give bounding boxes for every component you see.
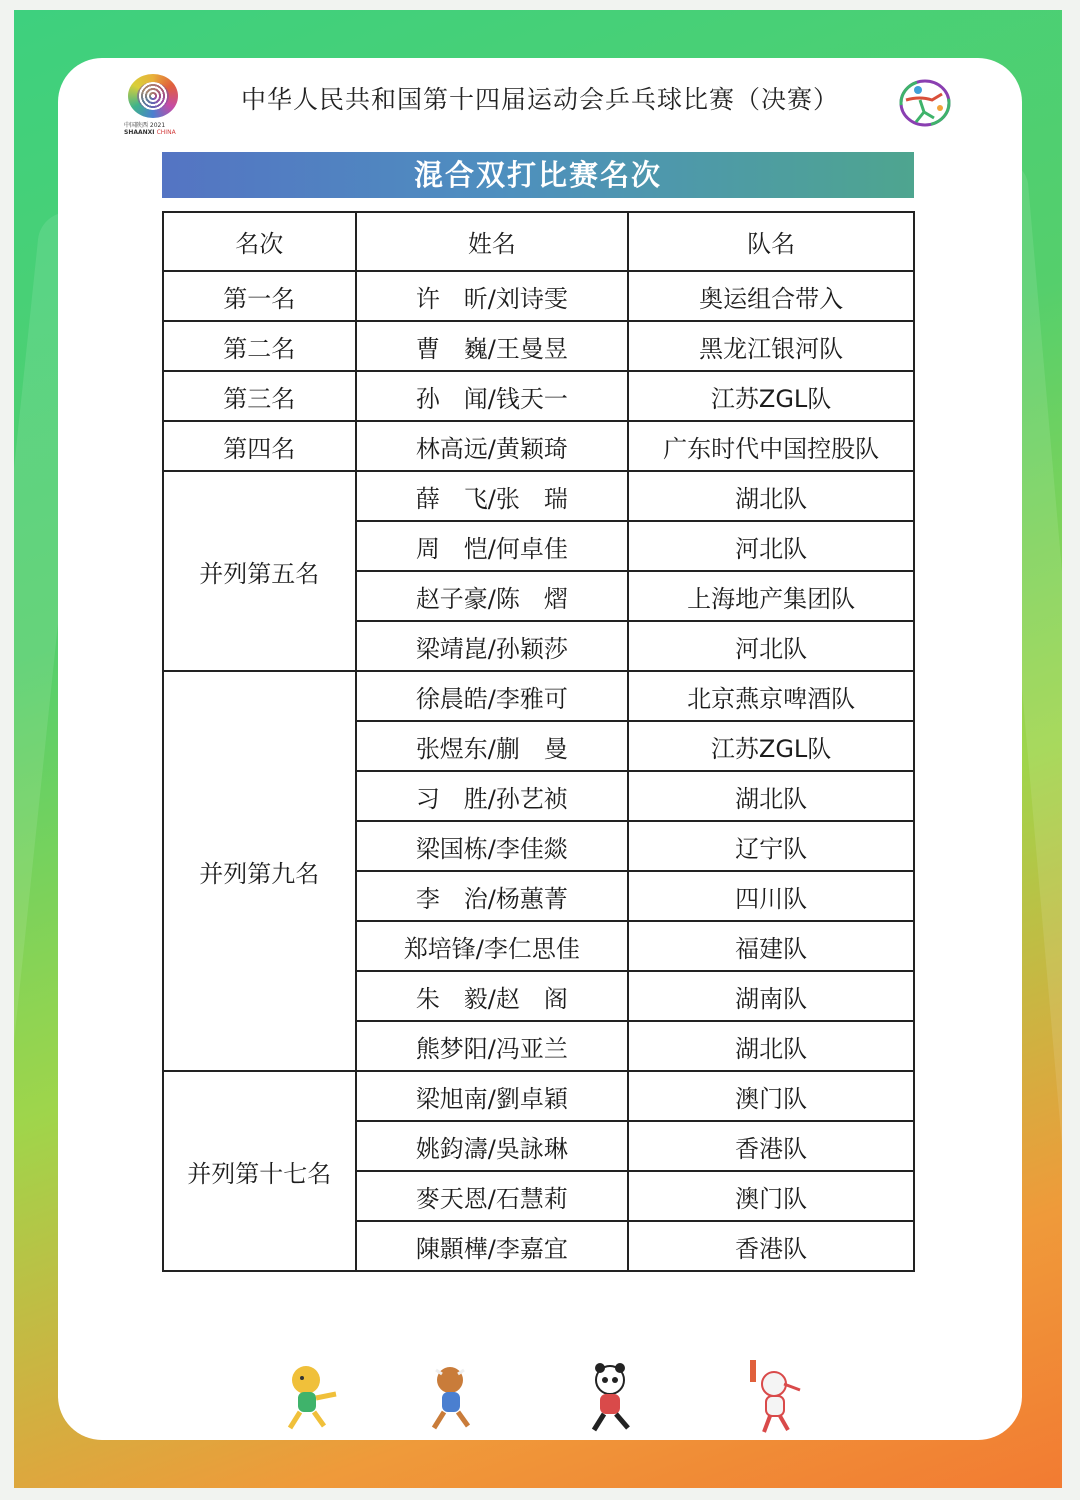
player-names-cell: 孙 闻/钱天一 [356, 371, 629, 421]
team-cell: 辽宁队 [628, 821, 914, 871]
player-names-cell: 梁国栋/李佳燚 [356, 821, 629, 871]
team-cell: 湖南队 [628, 971, 914, 1021]
team-cell: 香港队 [628, 1121, 914, 1171]
header-team: 队名 [628, 212, 914, 271]
player-names-cell: 姚鈞濤/吳詠琳 [356, 1121, 629, 1171]
table-row [163, 321, 914, 371]
rank-cell: 并列第五名 [163, 471, 356, 671]
player-names-cell: 梁旭南/劉卓穎 [356, 1071, 629, 1121]
player-names-cell: 徐晨皓/李雅可 [356, 671, 629, 721]
team-cell: 河北队 [628, 521, 914, 571]
player-names-cell: 习 胜/孙艺祯 [356, 771, 629, 821]
team-cell: 奥运组合带入 [628, 271, 914, 321]
player-names-cell: 郑培锋/李仁思佳 [356, 921, 629, 971]
rank-cell: 并列第十七名 [163, 1071, 356, 1271]
player-names-cell: 许 昕/刘诗雯 [356, 271, 629, 321]
player-names-cell: 陳顥樺/李嘉宜 [356, 1221, 629, 1271]
results-table [162, 211, 915, 1272]
leopard-mascot-icon [276, 1360, 346, 1440]
games-emblem-icon [124, 74, 184, 138]
player-names-cell: 赵子豪/陈 熠 [356, 571, 629, 621]
team-cell: 四川队 [628, 871, 914, 921]
page-title: 中华人民共和国第十四届运动会乒乓球比赛（决赛） [240, 85, 839, 114]
table-header-row [163, 212, 914, 271]
player-names-cell: 李 治/杨蕙菁 [356, 871, 629, 921]
table-row [163, 671, 914, 721]
team-cell: 湖北队 [628, 471, 914, 521]
rank-cell: 并列第九名 [163, 671, 356, 1071]
ibis-mascot-icon [740, 1360, 810, 1440]
player-names-cell: 梁靖崑/孙颖莎 [356, 621, 629, 671]
rank-cell: 第四名 [163, 421, 356, 471]
team-cell: 澳门队 [628, 1171, 914, 1221]
header-rank: 名次 [163, 212, 356, 271]
player-names-cell: 朱 毅/赵 阁 [356, 971, 629, 1021]
emblem-caption-sub: SHAANXI [124, 129, 157, 136]
table-row [163, 421, 914, 471]
player-names-cell: 周 恺/何卓佳 [356, 521, 629, 571]
emblem-caption: 中国陕西 2021 [124, 122, 166, 129]
player-names-cell: 曹 巍/王曼昱 [356, 321, 629, 371]
player-names-cell: 熊梦阳/冯亚兰 [356, 1021, 629, 1071]
table-row [163, 1071, 914, 1121]
team-cell: 河北队 [628, 621, 914, 671]
player-names-cell: 林高远/黄颖琦 [356, 421, 629, 471]
table-tennis-pictogram-icon [898, 78, 952, 128]
table-row [163, 471, 914, 521]
team-cell: 湖北队 [628, 1021, 914, 1071]
team-cell: 广东时代中国控股队 [628, 421, 914, 471]
team-cell: 北京燕京啤酒队 [628, 671, 914, 721]
panda-mascot-icon [578, 1360, 648, 1440]
rank-cell: 第三名 [163, 371, 356, 421]
bull-mascot-icon [416, 1360, 486, 1440]
header-names: 姓名 [356, 212, 629, 271]
player-names-cell: 张煜东/蒯 曼 [356, 721, 629, 771]
rank-cell: 第一名 [163, 271, 356, 321]
team-cell: 上海地产集团队 [628, 571, 914, 621]
rank-cell: 第二名 [163, 321, 356, 371]
team-cell: 福建队 [628, 921, 914, 971]
mascot-row [0, 1360, 1080, 1450]
table-row [163, 271, 914, 321]
section-banner: 混合双打比赛名次 [162, 152, 914, 198]
player-names-cell: 薛 飞/张 瑞 [356, 471, 629, 521]
emblem-caption-china: CHINA [156, 129, 176, 136]
team-cell: 澳门队 [628, 1071, 914, 1121]
table-row [163, 371, 914, 421]
team-cell: 黑龙江银河队 [628, 321, 914, 371]
team-cell: 香港队 [628, 1221, 914, 1271]
team-cell: 江苏ZGL队 [628, 371, 914, 421]
team-cell: 江苏ZGL队 [628, 721, 914, 771]
player-names-cell: 麥天恩/石慧莉 [356, 1171, 629, 1221]
team-cell: 湖北队 [628, 771, 914, 821]
